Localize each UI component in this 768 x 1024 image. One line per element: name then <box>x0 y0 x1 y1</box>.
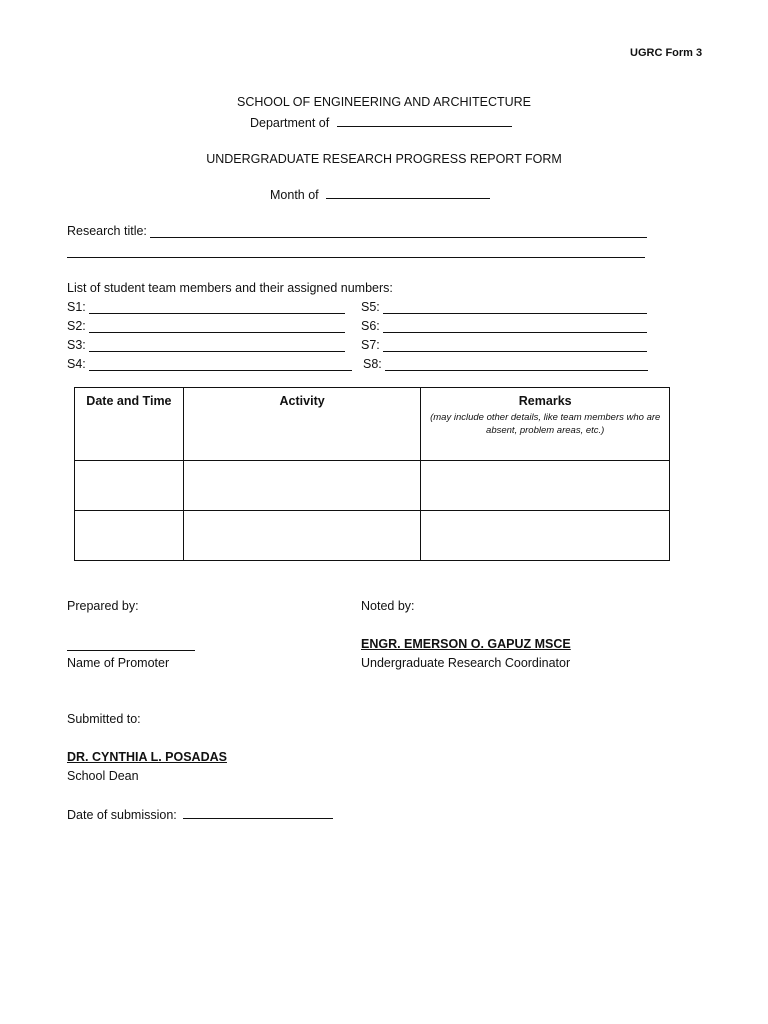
research-title-label: Research title: <box>67 224 147 238</box>
member-blank[interactable] <box>383 302 647 314</box>
member-row-s5 <box>361 300 647 314</box>
coordinator-title: Undergraduate Research Coordinator <box>361 656 571 670</box>
member-blank[interactable] <box>89 302 345 314</box>
members-heading: List of student team members and their assigned numbers: <box>67 281 393 295</box>
department-label: Department of <box>250 116 330 130</box>
dean-title: School Dean <box>67 769 139 783</box>
header-remarks-label: Remarks <box>518 394 572 408</box>
member-label: S8: <box>363 357 382 371</box>
cell-date-time[interactable] <box>75 461 184 511</box>
month-blank[interactable] <box>326 186 490 199</box>
noted-by-label: Noted by: <box>361 599 415 613</box>
member-row-s6 <box>361 319 647 333</box>
date-submission-line <box>67 806 333 822</box>
member-row-s4 <box>67 357 352 371</box>
table-row <box>75 461 670 511</box>
cell-activity[interactable] <box>183 461 421 511</box>
member-label: S4: <box>67 357 86 371</box>
member-row-s3 <box>67 338 345 352</box>
cell-remarks[interactable] <box>421 461 670 511</box>
member-row-s2 <box>67 319 345 333</box>
school-name: SCHOOL OF ENGINEERING AND ARCHITECTURE <box>236 95 532 109</box>
member-blank[interactable] <box>383 340 647 352</box>
remarks-note: (may include other details, like team members who are absent, problem areas, etc.) <box>430 412 661 436</box>
coordinator-name: ENGR. EMERSON O. GAPUZ MSCE <box>361 637 571 651</box>
member-label: S3: <box>67 338 86 352</box>
form-id: UGRC Form 3 <box>630 47 703 59</box>
member-label: S6: <box>361 319 380 333</box>
prepared-by-label: Prepared by: <box>67 599 139 613</box>
month-label: Month of <box>270 188 319 202</box>
member-label: S5: <box>361 300 380 314</box>
department-line <box>250 114 512 130</box>
member-blank[interactable] <box>383 321 647 333</box>
cell-date-time[interactable] <box>75 511 184 561</box>
member-blank[interactable] <box>89 359 352 371</box>
member-label: S7: <box>361 338 380 352</box>
form-title: UNDERGRADUATE RESEARCH PROGRESS REPORT FORM <box>206 152 562 166</box>
progress-table <box>74 387 670 561</box>
member-row-s8 <box>363 357 648 371</box>
member-blank[interactable] <box>89 321 345 333</box>
member-blank[interactable] <box>385 359 648 371</box>
research-title-blank-2[interactable] <box>67 257 645 258</box>
submitted-to-label: Submitted to: <box>67 712 141 726</box>
table-header-row <box>75 388 670 461</box>
header-date-time: Date and Time <box>75 388 184 461</box>
research-title-blank-1[interactable] <box>150 225 647 238</box>
department-blank[interactable] <box>337 114 512 127</box>
date-submission-blank[interactable] <box>183 806 333 819</box>
cell-activity[interactable] <box>183 511 421 561</box>
dean-name: DR. CYNTHIA L. POSADAS <box>67 750 227 764</box>
research-title-line <box>67 224 647 238</box>
promoter-signature-blank[interactable] <box>67 650 195 651</box>
table-row <box>75 511 670 561</box>
member-label: S2: <box>67 319 86 333</box>
cell-remarks[interactable] <box>421 511 670 561</box>
month-line <box>270 186 490 202</box>
member-blank[interactable] <box>89 340 345 352</box>
date-submission-label: Date of submission: <box>67 808 177 822</box>
header-activity: Activity <box>183 388 421 461</box>
header-remarks <box>421 388 670 461</box>
member-row-s7 <box>361 338 647 352</box>
member-label: S1: <box>67 300 86 314</box>
member-row-s1 <box>67 300 345 314</box>
promoter-caption: Name of Promoter <box>67 656 170 670</box>
